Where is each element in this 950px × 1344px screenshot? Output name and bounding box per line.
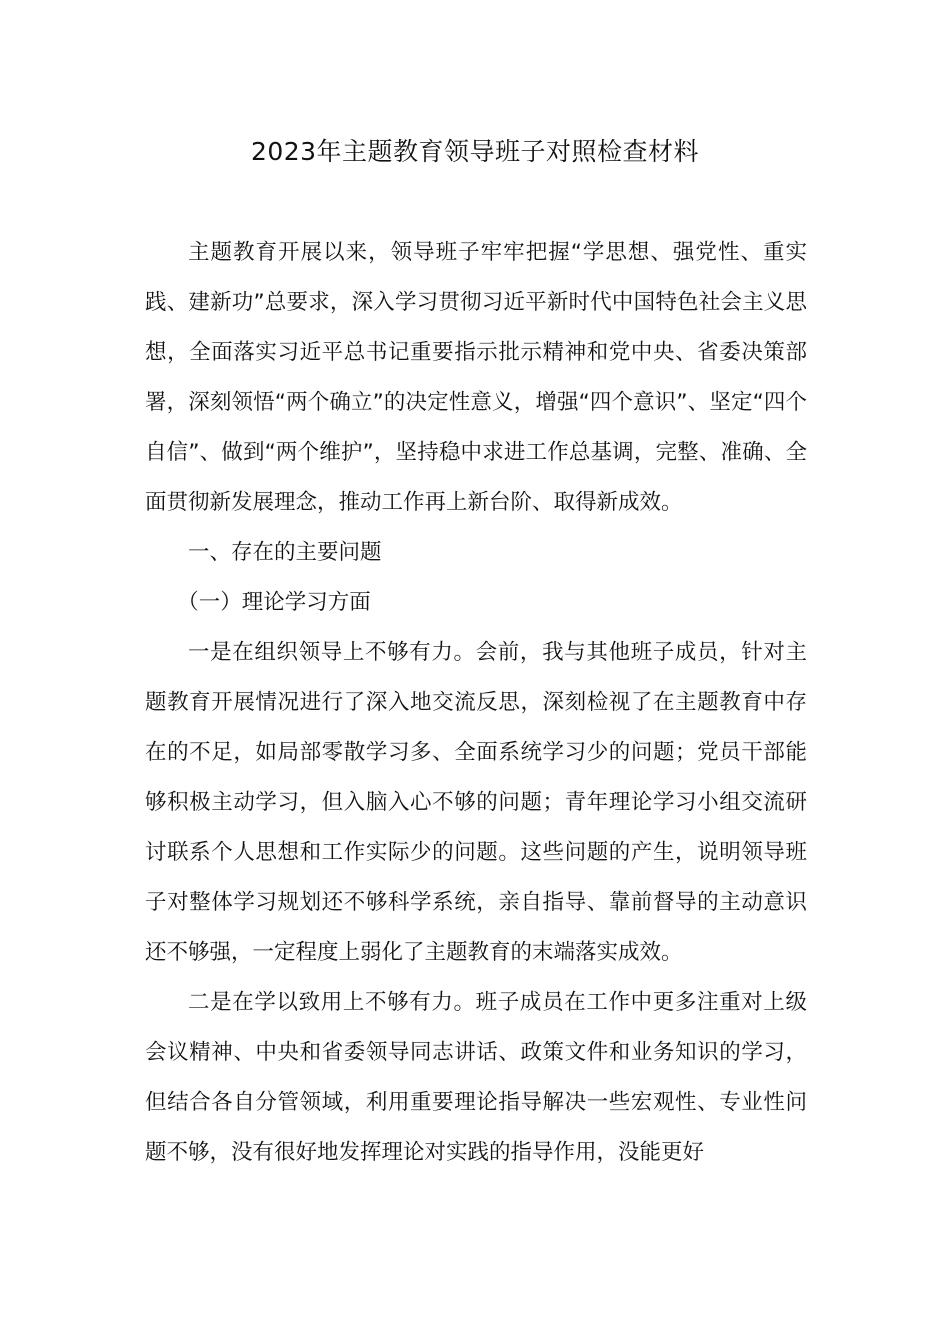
section-heading: 一、存在的主要问题	[188, 540, 382, 565]
problem-paragraph-1: 一是在组织领导上不够有力。会前，我与其他班子成员，针对主题教育开展情况进行了深入地交流反思，深刻检视了在主题教育中存在的不足，如局部零散学习多、全面系统学习少的问题；党员干部能够积极主动学习，但入脑入心不够的问题；青年理论学习小组交流研讨联系个人思想和工作实际少的问题。这些问题的产生，说明领导班子对整体学习规划还不够科学系统，亲自指导、靠前督导的主动意识还不够强，一定程度上弱化了主题教育的末端落实成效。	[145, 640, 807, 965]
intro-paragraph: 主题教育开展以来，领导班子牢牢把握“学思想、强党性、重实践、建新功”总要求，深入学习贯彻习近平新时代中国特色社会主义思想，全面落实习近平总书记重要指示批示精神和党中央、省委决策部署，深刻领悟“两个确立”的决定性意义，增强“四个意识”、坚定“四个自信”、做到“两个维护”，坚持稳中求进工作总基调，完整、准确、全面贯彻新发展理念，推动工作再上新台阶、取得新成效。	[145, 240, 807, 515]
document-body	[145, 228, 807, 1178]
subsection-heading: （一）理论学习方面	[177, 590, 371, 615]
document-title: 2023年主题教育领导班子对照检查材料	[250, 137, 700, 166]
problem-paragraph-2: 二是在学以致用上不够有力。班子成员在工作中更多注重对上级会议精神、中央和省委领导同志讲话、政策文件和业务知识的学习，但结合各自分管领域，利用重要理论指导解决一些宏观性、专业性问题不够，没有很好地发挥理论对实践的指导作用，没能更好	[145, 990, 807, 1165]
